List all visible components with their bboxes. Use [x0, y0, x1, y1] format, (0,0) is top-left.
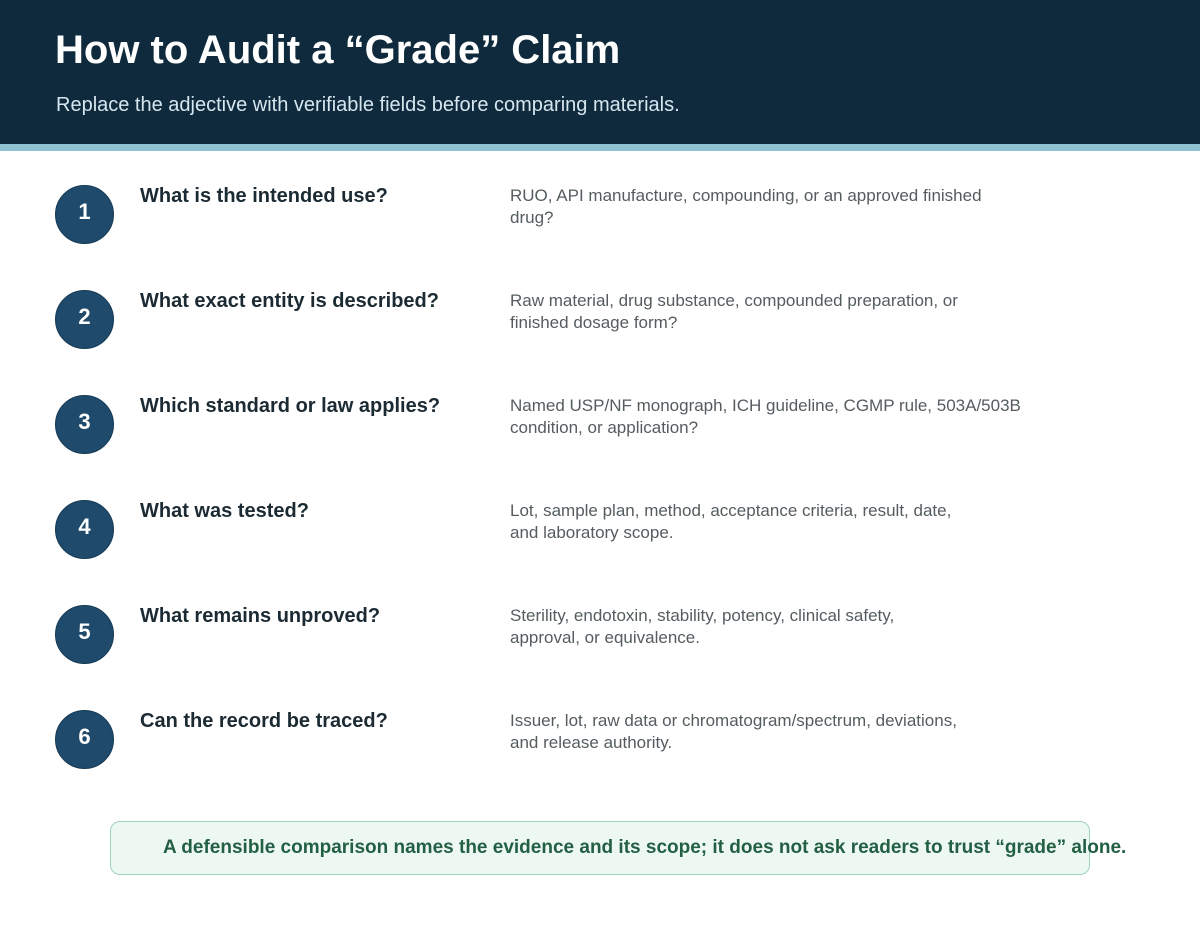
step-detail-line: finished dosage form?: [510, 313, 678, 332]
header-divider: [0, 144, 1200, 151]
step-detail: [510, 710, 1070, 754]
step-question: Which standard or law applies?: [140, 395, 441, 417]
step-4: [0, 500, 1200, 580]
step-6: [0, 710, 1200, 790]
step-number-badge: 4: [55, 500, 114, 559]
step-detail: [510, 290, 1070, 334]
step-detail-line: condition, or application?: [510, 418, 699, 437]
step-detail-line: and laboratory scope.: [510, 523, 674, 542]
callout-text: A defensible comparison names the evidence and its scope; it does not ask readers to trust “grade” alone.: [163, 837, 1127, 858]
step-question: What remains unproved?: [140, 605, 381, 627]
step-detail: [510, 185, 1070, 229]
step-question: What is the intended use?: [140, 185, 388, 207]
step-number-badge: 6: [55, 710, 114, 769]
step-detail: [510, 605, 1070, 649]
step-detail-line: Named USP/NF monograph, ICH guideline, CGMP rule, 503A/503B: [510, 396, 1021, 415]
step-question: What exact entity is described?: [140, 290, 439, 312]
step-detail: [510, 500, 1070, 544]
step-number-badge: 2: [55, 290, 114, 349]
step-number-badge: 3: [55, 395, 114, 454]
step-detail-line: drug?: [510, 208, 554, 227]
step-question: Can the record be traced?: [140, 710, 388, 732]
step-detail-line: Issuer, lot, raw data or chromatogram/spectrum, deviations,: [510, 711, 957, 730]
step-1: [0, 185, 1200, 265]
step-question: What was tested?: [140, 500, 309, 522]
page-subtitle: Replace the adjective with verifiable fields before comparing materials.: [56, 94, 680, 116]
header-banner: [0, 0, 1200, 144]
step-detail-line: Raw material, drug substance, compounded preparation, or: [510, 291, 958, 310]
step-5: [0, 605, 1200, 685]
step-number-badge: 5: [55, 605, 114, 664]
step-number-badge: 1: [55, 185, 114, 244]
step-3: [0, 395, 1200, 475]
step-detail-line: Lot, sample plan, method, acceptance criteria, result, date,: [510, 501, 952, 520]
page-title: How to Audit a “Grade” Claim: [55, 28, 621, 72]
step-detail-line: RUO, API manufacture, compounding, or an approved finished: [510, 186, 982, 205]
step-detail-line: approval, or equivalence.: [510, 628, 700, 647]
step-2: [0, 290, 1200, 370]
step-detail-line: and release authority.: [510, 733, 673, 752]
summary-callout: [110, 821, 1127, 875]
step-detail: [510, 395, 1070, 439]
step-detail-line: Sterility, endotoxin, stability, potency, clinical safety,: [510, 606, 895, 625]
